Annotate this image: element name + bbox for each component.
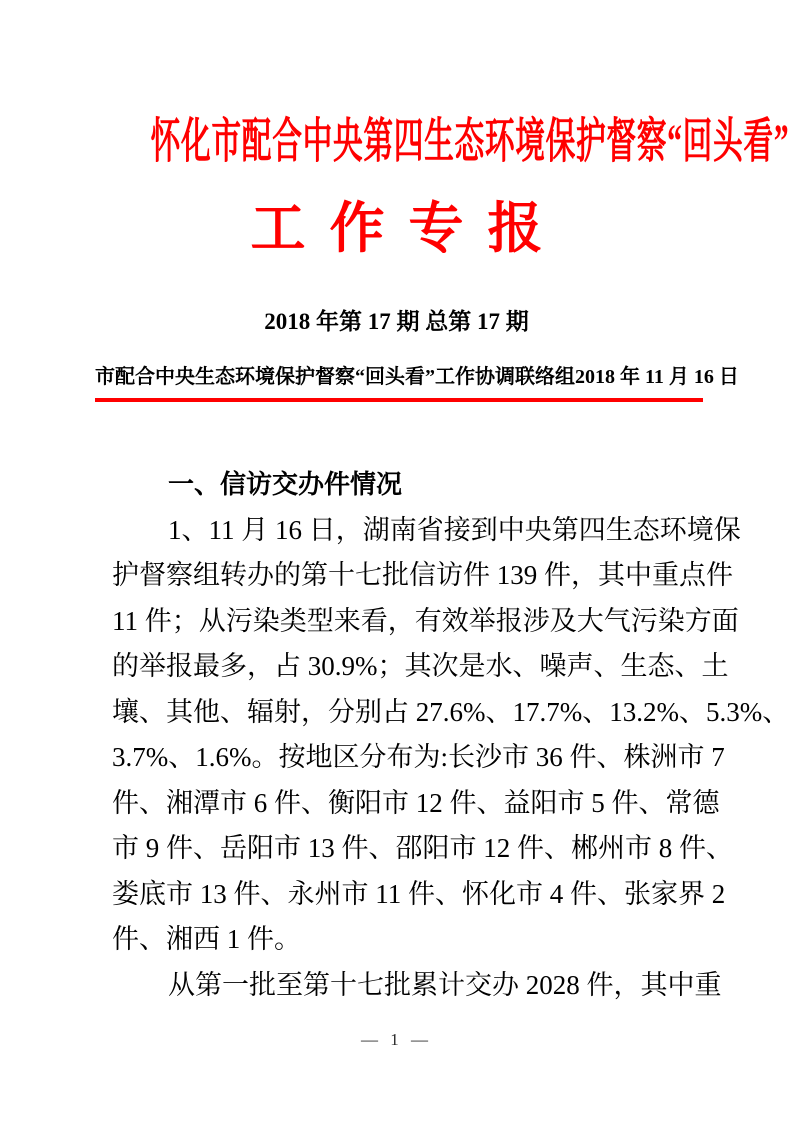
body-line: 11 件；从污染类型来看，有效举报涉及大气污染方面 xyxy=(112,605,739,636)
document-body xyxy=(112,462,790,1008)
body-line: 壤、其他、辐射，分别占 27.6%、17.7%、13.2%、5.3%、 xyxy=(112,696,790,727)
document-title-line2: 工作专报 xyxy=(250,198,567,259)
page-number: — 1 — xyxy=(361,1030,432,1049)
issuing-organization: 市配合中央生态环境保护督察“回头看”工作协调联络组 xyxy=(95,366,575,388)
red-divider-line xyxy=(95,398,703,402)
body-line: 护督察组转办的第十七批信访件 139 件，其中重点件 xyxy=(112,560,733,590)
body-line: 件、湘西 1 件。 xyxy=(112,924,301,954)
body-line: 娄底市 13 件、永州市 11 件、怀化市 4 件、张家界 2 xyxy=(112,878,726,909)
body-line: 1、11 月 16 日，湖南省接到中央第四生态环境保 xyxy=(168,514,741,545)
issue-number-line: 2018 年第 17 期 总第 17 期 xyxy=(264,309,529,334)
section-heading: 一、信访交办件情况 xyxy=(168,469,403,499)
body-line: 3.7%、1.6%。按地区分布为:长沙市 36 件、株洲市 7 xyxy=(112,742,725,772)
body-line: 的举报最多，占 30.9%；其次是水、噪声、生态、土 xyxy=(112,651,729,681)
issue-date: 2018 年 11 月 16 日 xyxy=(575,366,739,388)
body-line: 市 9 件、岳阳市 13 件、邵阳市 12 件、郴州市 8 件、 xyxy=(112,833,733,863)
body-line: 从第一批至第十七批累计交办 2028 件，其中重 xyxy=(168,969,722,1000)
document-title-line1: 怀化市配合中央第四生态环境保护督察“回头看” xyxy=(150,115,790,168)
byline xyxy=(95,362,739,392)
body-line: 件、湘潭市 6 件、衡阳市 12 件、益阳市 5 件、常德 xyxy=(112,787,720,818)
